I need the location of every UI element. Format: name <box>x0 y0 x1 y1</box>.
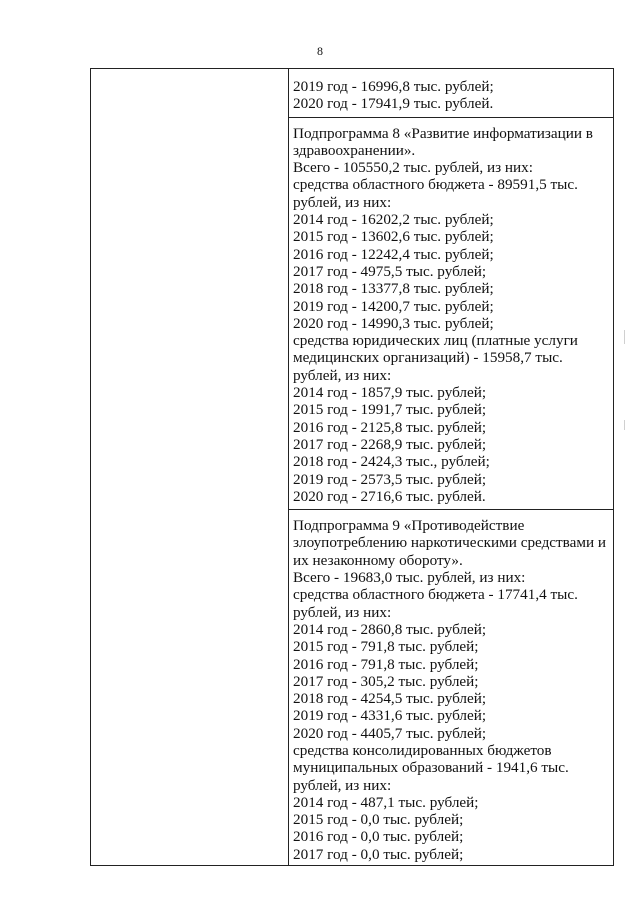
text-line: 2014 год - 487,1 тыс. рублей; <box>293 793 479 811</box>
text-line: 2017 год - 305,2 тыс. рублей; <box>293 672 479 690</box>
text-line: средства юридических лиц (платные услуги <box>293 332 578 350</box>
text-line: муниципальных образований - 1941,6 тыс. <box>293 759 569 777</box>
left-column-cell <box>91 69 289 866</box>
text-line: 2015 год - 13602,6 тыс. рублей; <box>293 228 494 246</box>
text-line: рублей, из них: <box>293 193 392 211</box>
text-line: 2014 год - 2860,8 тыс. рублей; <box>293 620 487 638</box>
text-line: 2019 год - 16996,8 тыс. рублей; <box>293 78 494 95</box>
text-line: 2016 год - 791,8 тыс. рублей; <box>293 655 479 673</box>
text-line: 2016 год - 2125,8 тыс. рублей; <box>293 418 487 436</box>
text-line: рублей, из них: <box>293 366 392 384</box>
scan-edge-mark <box>624 330 625 344</box>
text-line: средства областного бюджета - 89591,5 тыс. <box>293 176 578 194</box>
text-line: 2018 год - 4254,5 тыс. рублей; <box>293 690 487 708</box>
table-row-continuation <box>91 69 614 118</box>
text-line: 2017 год - 2268,9 тыс. рублей; <box>293 435 487 453</box>
scan-edge-mark <box>624 420 625 430</box>
text-line: 2019 год - 4331,6 тыс. рублей; <box>293 707 487 725</box>
text-line: 2020 год - 4405,7 тыс. рублей; <box>293 724 487 742</box>
text-line: рублей, из них: <box>293 776 392 794</box>
text-line: здравоохранении». <box>293 141 416 159</box>
text-line: 2018 год - 2424,3 тыс., рублей; <box>293 453 490 471</box>
text-line: 2015 год - 1991,7 тыс. рублей; <box>293 401 487 419</box>
page-number: 8 <box>317 44 323 58</box>
text-line: 2015 год - 791,8 тыс. рублей; <box>293 638 479 656</box>
text-line: 2017 год - 0,0 тыс. рублей; <box>293 845 464 863</box>
text-line: средства областного бюджета - 17741,4 тыс. <box>293 586 578 604</box>
text-line: 2016 год - 0,0 тыс. рублей; <box>293 828 464 846</box>
text-line: 2014 год - 16202,2 тыс. рублей; <box>293 211 494 229</box>
text-line: медицинских организаций) - 15958,7 тыс. <box>293 349 563 367</box>
right-column-cell <box>289 117 614 510</box>
text-line: 2014 год - 1857,9 тыс. рублей; <box>293 384 487 402</box>
text-line: Всего - 19683,0 тыс. рублей, из них: <box>293 569 526 587</box>
right-column-cell <box>289 510 614 866</box>
text-line: Подпрограмма 9 «Противодействие <box>293 517 525 535</box>
text-line: 2020 год - 14990,3 тыс. рублей; <box>293 314 494 332</box>
right-column-cell <box>289 69 614 118</box>
text-line: Подпрограмма 8 «Развитие информатизации в <box>293 124 593 142</box>
text-line: 2017 год - 4975,5 тыс. рублей; <box>293 262 487 280</box>
text-line: их незаконному обороту». <box>293 551 463 569</box>
cell-text <box>289 118 613 510</box>
text-line: 2019 год - 14200,7 тыс. рублей; <box>293 297 494 315</box>
text-line: рублей, из них: <box>293 603 392 621</box>
cell-text <box>289 510 613 865</box>
text-line: 2019 год - 2573,5 тыс. рублей; <box>293 470 487 488</box>
text-line: 2020 год - 17941,9 тыс. рублей. <box>293 95 494 113</box>
text-line: Всего - 105550,2 тыс. рублей, из них: <box>293 159 533 177</box>
text-line: 2020 год - 2716,6 тыс. рублей. <box>293 487 486 505</box>
text-line: 2018 год - 13377,8 тыс. рублей; <box>293 280 494 298</box>
funding-table <box>90 68 614 866</box>
text-line: 2015 год - 0,0 тыс. рублей; <box>293 811 464 829</box>
text-line: 2016 год - 12242,4 тыс. рублей; <box>293 245 494 263</box>
text-line: злоупотреблению наркотическими средствами и <box>293 534 607 552</box>
text-line: средства консолидированных бюджетов <box>293 741 552 759</box>
cell-text <box>289 69 613 117</box>
